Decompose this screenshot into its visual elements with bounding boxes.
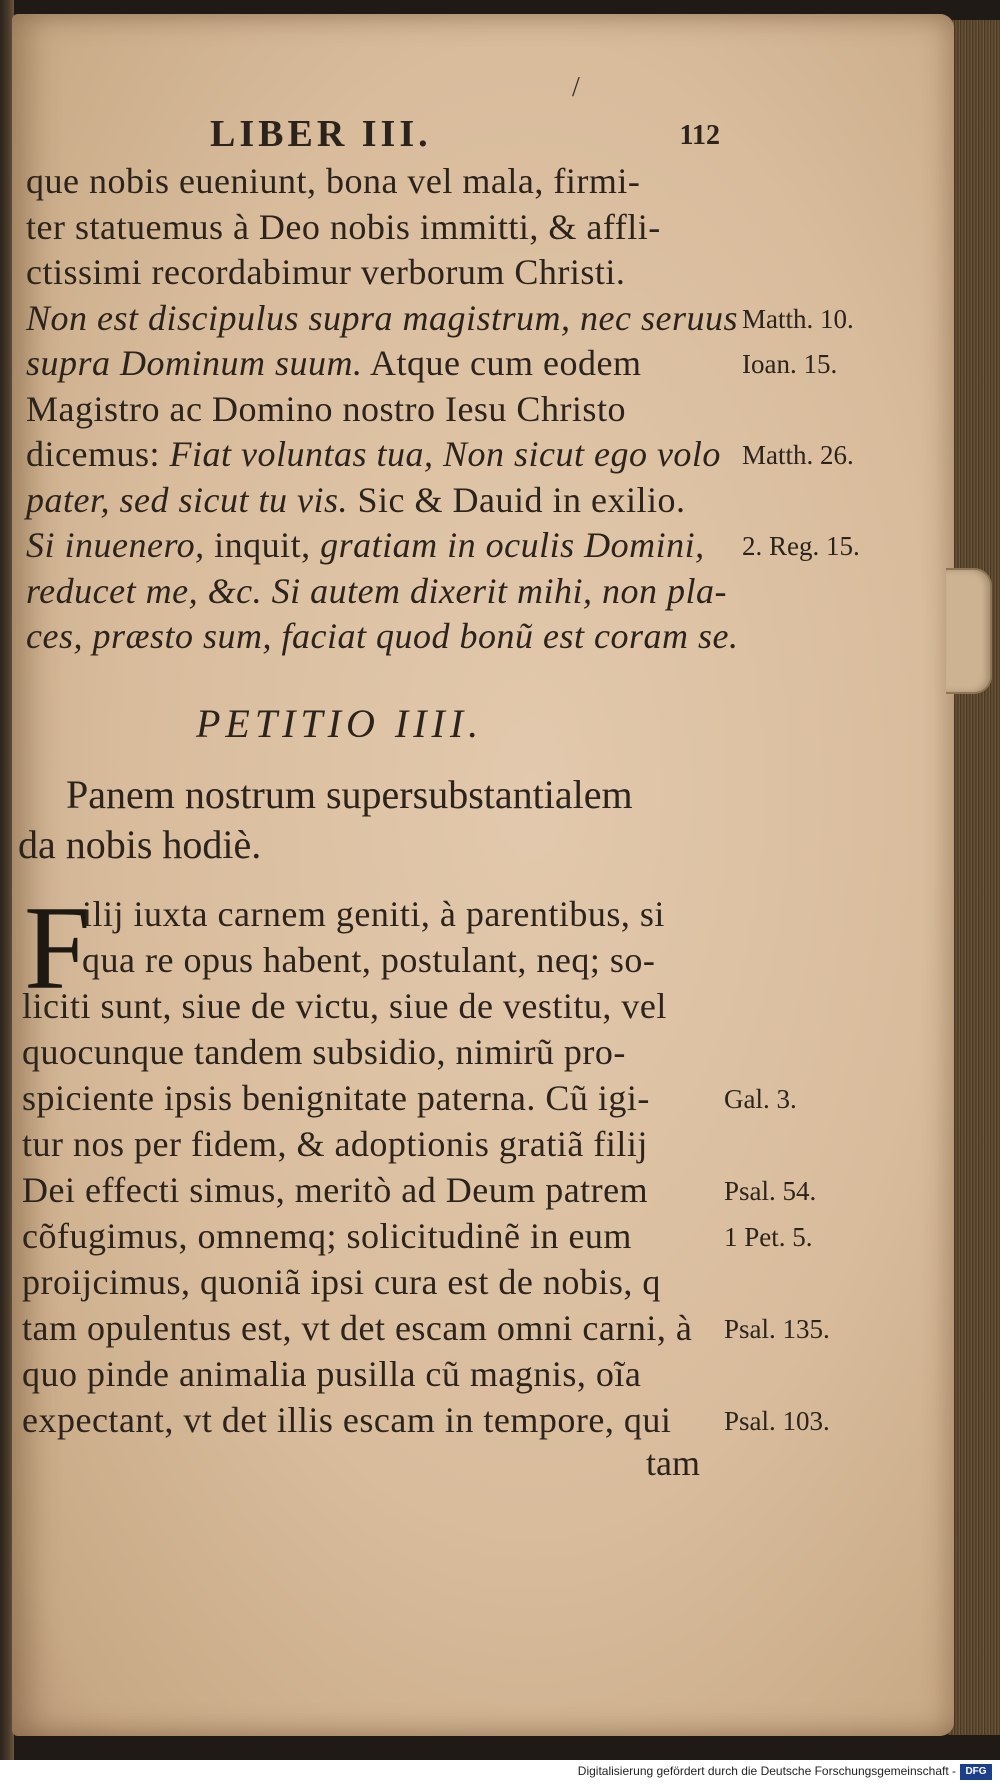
italic-segment: Si inuenero, (26, 525, 205, 565)
margin-reference: Matth. 10. (742, 303, 854, 334)
catchword: tam (646, 1443, 700, 1483)
text-line: liciti sunt, siue de victu, siue de vestitu, vel (22, 986, 667, 1026)
text-line (26, 613, 738, 659)
footer-credit: Digitalisierung gefördert durch die Deutsche Forschungsgemeinschaft - (577, 1764, 956, 1778)
footer-bar (0, 1760, 1000, 1785)
dfg-logo: DFG (960, 1764, 992, 1780)
margin-reference: 1 Pet. 5. (724, 1222, 813, 1252)
italic-segment: gratiam in oculis Domini, (320, 525, 705, 565)
text-segment: inquit, (204, 525, 321, 565)
text-line (26, 568, 727, 614)
text-line (26, 158, 640, 204)
book-clasp-tab (946, 568, 992, 694)
text-line: expectant, vt det illis escam in tempore, qui (22, 1400, 672, 1440)
margin-reference: Ioan. 15. (742, 349, 838, 379)
text-segment: ctissimi recordabimur verborum Christi. (26, 252, 626, 292)
page-edges (948, 20, 1000, 1735)
text-line: ilij iuxta carnem geniti, à parentibus, si (82, 894, 665, 934)
margin-reference: 2. Reg. 15. (742, 531, 860, 561)
text-line (26, 340, 641, 386)
text-segment: dicemus: (26, 434, 170, 474)
margin-reference: Matth. 26. (742, 440, 854, 470)
text-line: qua re opus habent, postulant, neq; so- (82, 940, 656, 980)
italic-segment: reducet me, &c. Si autem dixerit mihi, non pla- (26, 570, 728, 611)
prayer-line-2: da nobis hodiè. (18, 822, 262, 867)
text-line (26, 249, 625, 295)
margin-reference: Psal. 103. (724, 1406, 830, 1436)
text-line: cõfugimus, omnemq; solicitudinẽ in eum (22, 1216, 632, 1256)
italic-segment: ces, præsto sum, faciat quod bonũ est coram se. (26, 616, 739, 656)
text-segment: que nobis eueniunt, bona vel mala, firmi- (26, 161, 641, 201)
petitio-heading: PETITIO IIII. (196, 701, 484, 746)
prayer-line-1: Panem nostrum supersubstantialem (66, 772, 633, 817)
text-segment: Magistro ac Domino nostro Iesu Christo (26, 388, 626, 429)
italic-segment: supra Dominum suum. (26, 343, 363, 383)
margin-reference: Gal. 3. (724, 1084, 797, 1114)
running-title: LIBER III. (210, 113, 432, 155)
italic-segment: Fiat voluntas tua, Non sicut ego volo (169, 434, 721, 474)
margin-reference: Psal. 54. (724, 1176, 817, 1206)
text-segment: Sic & Dauid in exilio. (347, 479, 686, 520)
text-line (26, 295, 738, 341)
folio-number: 112 (679, 120, 720, 151)
drop-cap: F (24, 881, 91, 1014)
margin-reference: Psal. 135. (724, 1314, 830, 1344)
text-line: quocunque tandem subsidio, nimirũ pro- (22, 1032, 626, 1072)
text-line: spiciente ipsis benignitate paterna. Cũ igi- (22, 1078, 650, 1118)
text-line: proijcimus, quoniã ipsi cura est de nobis, q (22, 1262, 661, 1302)
running-header (210, 112, 720, 162)
text-line (26, 477, 685, 523)
text-line (26, 386, 626, 432)
text-line (26, 522, 705, 568)
text-segment: ter statuemus à Deo nobis immitti, & affli- (26, 206, 661, 247)
text-line (26, 204, 661, 250)
text-line: tam opulentus est, vt det escam omni carni, à (22, 1308, 693, 1348)
text-line: tur nos per fidem, & adoptionis gratiã filij (22, 1124, 648, 1164)
text-line: Dei effecti simus, meritò ad Deum patrem (22, 1170, 649, 1210)
text-segment: Atque cum eodem (362, 343, 642, 383)
text-line: quo pinde animalia pusilla cũ magnis, oĩa (22, 1354, 642, 1394)
italic-segment: Non est discipulus supra magistrum, nec seruus (26, 297, 739, 338)
italic-segment: pater, sed sicut tu vis. (26, 479, 348, 520)
ink-mark: / (572, 72, 580, 103)
text-line (26, 431, 721, 477)
